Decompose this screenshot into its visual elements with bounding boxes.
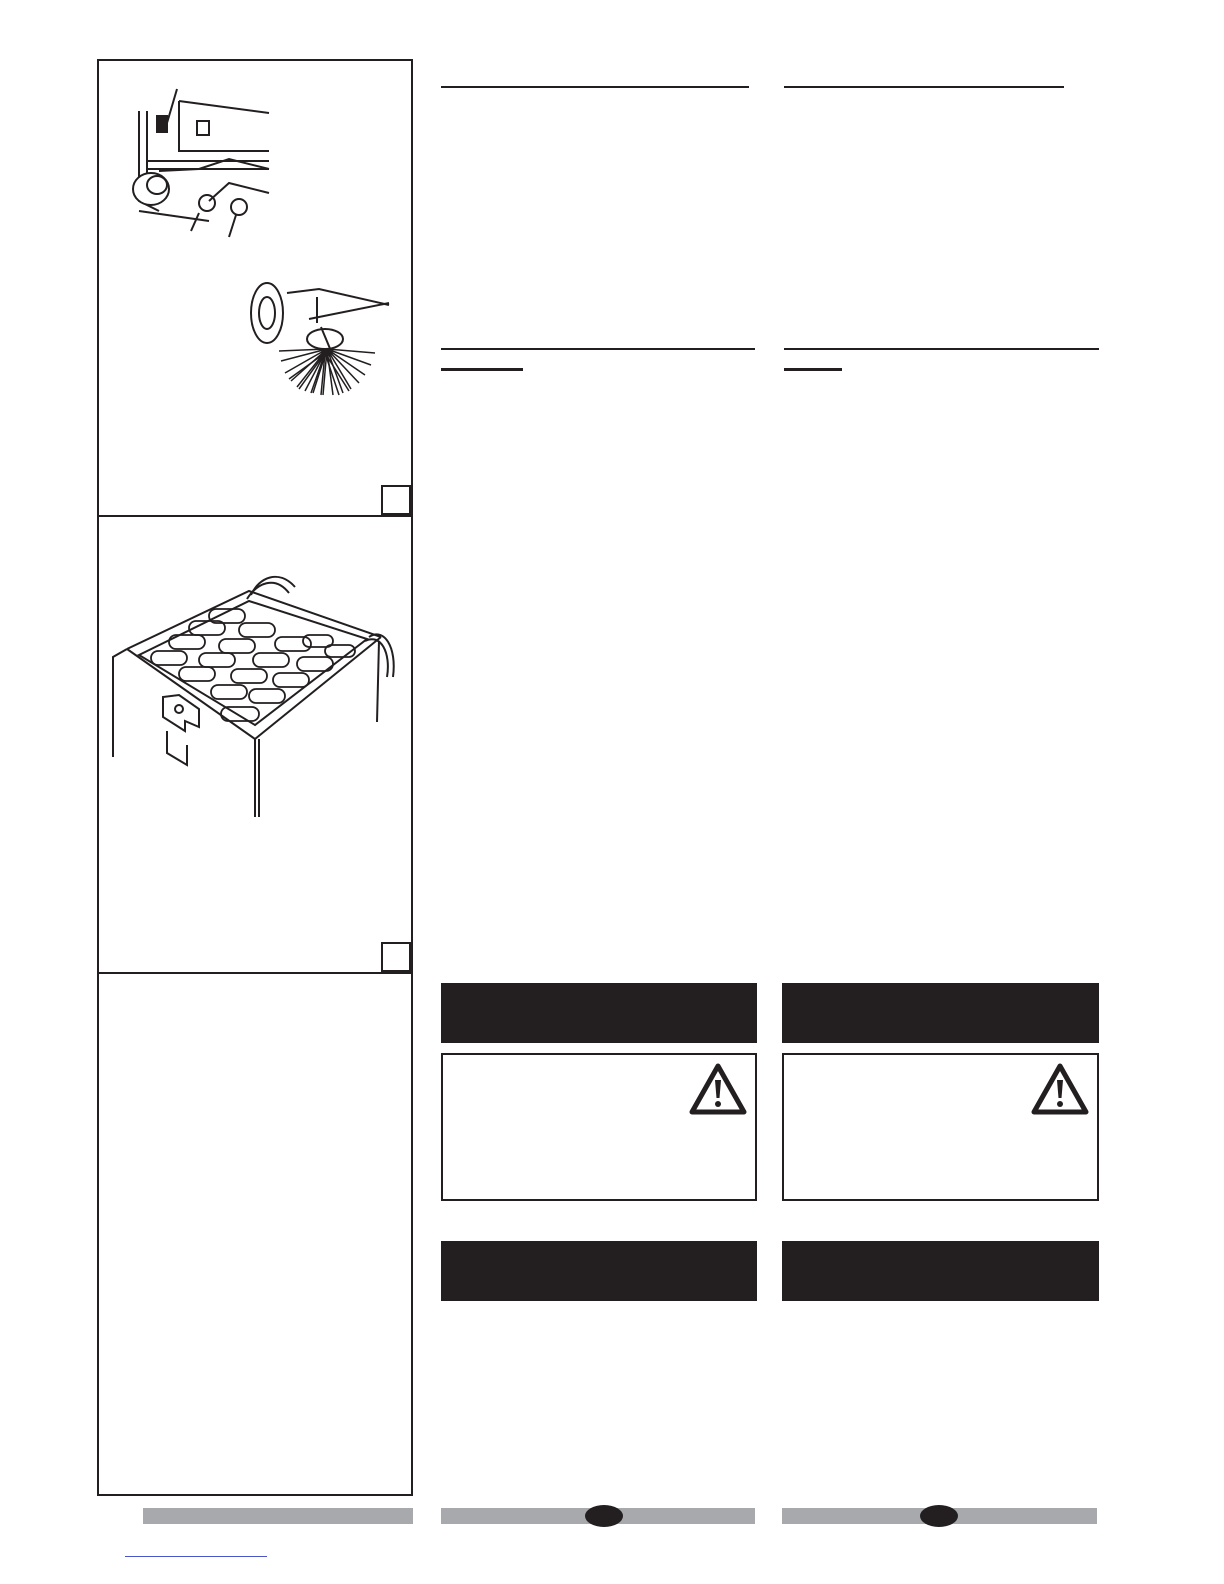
warning-header-bar <box>441 983 757 1043</box>
warning-triangle-icon <box>689 1063 747 1115</box>
section-rule <box>441 348 755 350</box>
warning-box <box>782 1053 1099 1201</box>
figure-panel-middle <box>97 515 413 974</box>
page-number-badge <box>585 1505 623 1527</box>
warning-header-bar <box>782 983 1099 1043</box>
figure-number-box <box>381 485 411 515</box>
page-number-badge <box>920 1505 958 1527</box>
warning-box <box>441 1053 757 1201</box>
battery-illustration <box>99 517 411 972</box>
figure-panel-bottom <box>97 972 413 1496</box>
section-rule <box>784 348 1099 350</box>
heading-underline <box>784 368 842 371</box>
footer-bar <box>143 1508 413 1524</box>
heading-underline <box>441 368 523 371</box>
section-header-bar <box>441 1241 757 1301</box>
section-header-bar <box>782 1241 1099 1301</box>
section-rule <box>441 86 749 88</box>
figure-number-box <box>381 942 411 972</box>
section-rule <box>784 86 1064 88</box>
footer-link-underline[interactable] <box>125 1556 267 1557</box>
figure-panel-top <box>97 59 413 517</box>
brush-adjustment-illustration <box>99 61 411 515</box>
warning-triangle-icon <box>1031 1063 1089 1115</box>
